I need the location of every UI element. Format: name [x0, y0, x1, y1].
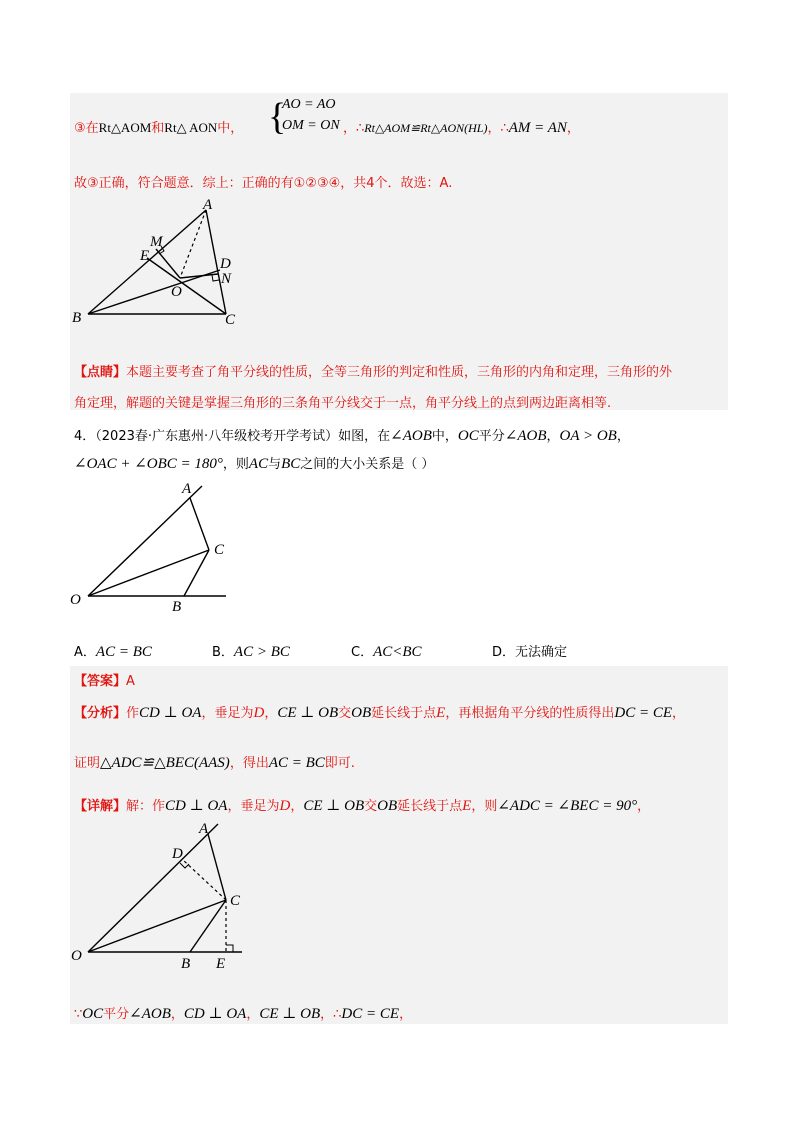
label-n: N [221, 271, 232, 287]
option-b[interactable]: B．AC > BC [212, 644, 290, 660]
label-b: B [72, 310, 82, 326]
label-o: O [70, 592, 81, 608]
solution-line-3-tail: ，∴Rt△AOM≌Rt△AON(HL)，∴AM = AN， [343, 120, 580, 136]
figure-triangle-bisectors [60, 196, 260, 330]
segment-cd-dashed [183, 860, 226, 900]
label-b: B [181, 956, 191, 972]
system-top: AO = AO [282, 97, 336, 112]
system-bottom: OM = ON [282, 118, 340, 133]
segment-bc [190, 900, 226, 952]
label-b: B [172, 599, 182, 615]
option-d[interactable]: D．无法确定 [492, 645, 568, 660]
dianjing-line-1: 【点睛】本题主要考查了角平分线的性质，全等三角形的判定和性质，三角形的内角和定理，三角形的外 [74, 365, 673, 380]
dianjing-line-2: 角定理，解题的关键是掌握三角形的三条角平分线交于一点，角平分线上的点到两边距离相等. [74, 396, 612, 411]
equation-brace: { [268, 96, 287, 138]
label-o: O [71, 948, 82, 964]
segment-ac [208, 834, 226, 900]
label-d: D [220, 256, 231, 272]
solution-line-3: ③在Rt△AOM和Rt△ AON中， [74, 120, 244, 136]
label-m: M [150, 234, 163, 250]
segment-oc [88, 550, 209, 596]
segment-bc [184, 550, 209, 596]
figure-angle-aob [64, 478, 244, 616]
segment-oc [88, 900, 226, 952]
right-angle-n [212, 275, 219, 281]
detail-line-1: 【详解】解：作CD ⊥ OA，垂足为D，CE ⊥ OB交OB延长线于点E，则∠ADC = ∠BEC = 90°， [74, 798, 651, 814]
label-d: D [172, 846, 183, 862]
label-o: O [171, 284, 182, 300]
label-c: C [230, 893, 241, 909]
right-angle-e [226, 945, 233, 952]
ray-oa [88, 486, 202, 596]
ray-oa [88, 824, 218, 952]
solution-conclusion: 故③正确，符合题意．综上：正确的有①②③④，共4个．故选：A. [74, 176, 453, 191]
option-c[interactable]: C．AC<BC [351, 644, 422, 660]
label-a: A [182, 481, 192, 497]
analysis-line-2: 证明△ADC≌△BEC(AAS)，得出AC = BC即可. [74, 755, 355, 771]
figure-perpendiculars [66, 818, 256, 974]
segment-bd [88, 270, 220, 314]
question-4-line-2: ∠OAC + ∠OBC = 180°，则AC与BC之间的大小关系是（ ） [74, 456, 435, 472]
option-a[interactable]: A．AC = BC [74, 644, 152, 660]
segment-ce [147, 258, 226, 314]
detail-line-2: ∵OC平分∠AOB，CD ⊥ OA，CE ⊥ OB，∴DC = CE， [74, 1006, 413, 1022]
segment-ac [190, 498, 209, 550]
label-a: A [199, 821, 209, 837]
right-angle-d [180, 863, 189, 868]
label-e: E [140, 248, 150, 264]
label-a: A [203, 197, 213, 213]
question-4-line-1: 4．（2023春·广东惠州·八年级校考开学考试）如图，在∠AOB中，OC平分∠AOB，OA > OB， [74, 428, 630, 444]
segment-ao-dashed [180, 210, 206, 278]
label-e: E [216, 956, 226, 972]
label-c: C [225, 312, 236, 328]
label-c: C [214, 542, 225, 558]
analysis-line-1: 【分析】作CD ⊥ OA，垂足为D，CE ⊥ OB交OB延长线于点E，再根据角平分线的性质得出DC = CE， [74, 705, 686, 721]
answer-line: 【答案】A [74, 674, 135, 689]
